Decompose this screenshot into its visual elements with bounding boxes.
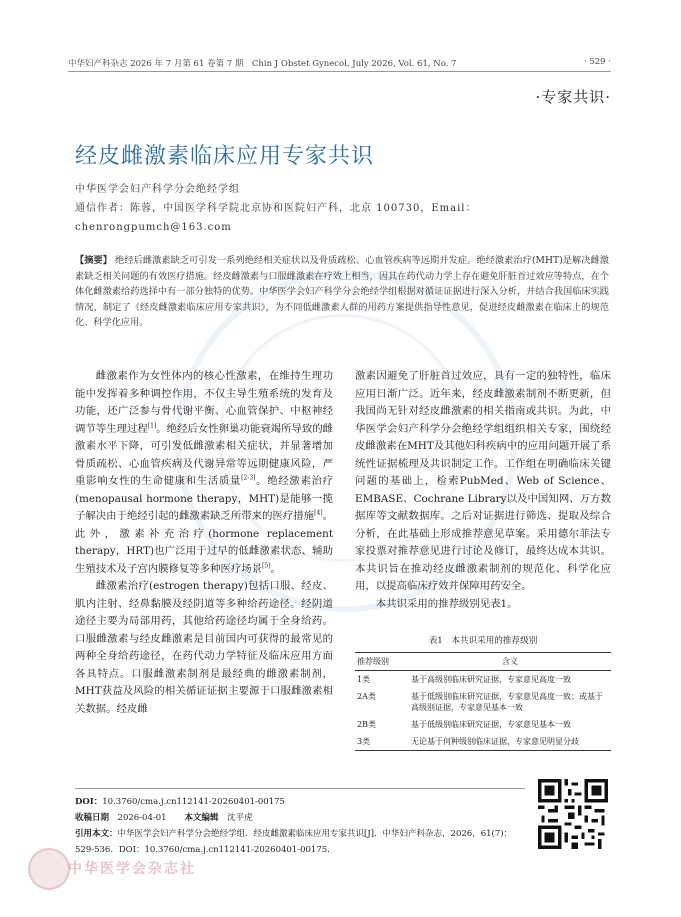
paragraph: 本共识采用的推荐级别见表1。 xyxy=(375,597,518,610)
body-column-left xyxy=(75,368,333,718)
journal-citation-line: 中华妇产科杂志 2026 年 7 月第 61 卷第 7 期 Chin J Obstet Gynecol, July 2026, Vol. 61, No. 7 xyxy=(68,59,457,69)
table-row: 1类 基于高级别临床研究证据，专家意见高度一致 xyxy=(357,675,571,684)
citation-ref: [5] xyxy=(262,562,271,570)
abstract xyxy=(75,253,609,331)
table-caption: 表1 本共识采用的推荐级别 xyxy=(428,636,538,646)
table-row: 2A类 基于低级别临床研究证据，专家意见高度一致；或基于高级别证据，专家意见基本一致 xyxy=(357,692,603,712)
table-row: 2B类 基于低级别临床研究证据，专家意见基本一致 xyxy=(357,720,571,729)
abstract-label: 【摘要】 xyxy=(75,255,113,266)
table xyxy=(355,652,611,751)
publisher-logo: 中华医学会杂志社 xyxy=(68,861,196,877)
received-line: 收稿日期 2026-04-01 本文编辑 沈平虎 xyxy=(75,813,253,823)
doi-line: DOI：10.3760/cma.j.cn112141-20260401-00175 xyxy=(75,797,285,807)
author-email: chenrongpumch@163.com xyxy=(75,222,232,233)
citation-ref: [2-3] xyxy=(241,474,256,482)
recommendation-table xyxy=(355,634,611,751)
paragraph: 激素因避免了肝脏首过效应，具有一定的独特性，临床应用日渐广泛。近年来，经皮雌激素制剂不断更新，但我国尚无针对经皮雌激素的相关指南或共识。为此，中华医学会妇产科学分会绝经学组组织相关专家，围绕经皮雌激素在MHT及其他妇科疾病中的应用问题开展了系统性证据梳理及共识制定工作。工作组在明确临床关键问题的基础上，检索PubMed、Web of Science、EMBASE、Cochrane Library以及中国知网、万方数据库等文献数据库。之后对证据进行筛选、提取及综合分析，在此基础上形成推荐意见草案。采用德尔菲法专家投票对推荐意见进行讨论及修订，最终达成本共识。本共识旨在推动经皮雌激素制剂的规范化、科学化应用，以提高临床疗效并保障用药安全。 xyxy=(355,370,611,592)
abstract-text: 绝经后雌激素缺乏可引发一系列绝经相关症状以及骨质疏松、心血管疾病等远期并发症。绝经激素治疗(MHT)是解决雌激素缺乏相关问题的有效医疗措施。经皮雌激素与口服雌激素在疗效上相当，因其在药代动力学上存在避免肝脏首过效应等特点，在个体化雌激素给药选择中有一部分独特的优势。中华医学会妇产科学分会绝经学组根据对循证证据进行深入分析，并结合我国临床实践情况，制定了《经皮雌激素临床应用专家共识》，为不同低雌激素人群的用药方案提供指导性意见，促进经皮雌激素在临床上的规范化、科学化应用。 xyxy=(75,255,609,329)
table-row: 3类 无论基于何种级别临床证据，专家意见明显分歧 xyxy=(355,733,611,751)
paragraph: 雌激素作为女性体内的核心性激素，在维持生理功能中发挥着多种调控作用，不仅主导生殖系统的发育及功能，还广泛参与骨代谢平衡、心血管保护、中枢神经调节等生理过程[1]。绝经后女性卵巢功能衰竭所导致的雌激素水平下降，可引发低雌激素相关症状，并显著增加骨质疏松、心血管疾病及代谢异常等远期健康风险，严重影响女性的生命健康和生活质量[2-3]。绝经激素治疗(menopausal hormone therapy，MHT)是能够一揽子解决由于绝经引起的雌激素缺乏所带来的医疗措施[4]。此外，激素补充治疗(hormone replacement therapy，HRT)也广泛用于过早的低雌激素状态、辅助生殖技术及子宫内膜修复等多种医疗场景[5]。 xyxy=(75,370,334,575)
author-org: 中华医学会妇产科学分会绝经学组 xyxy=(75,184,240,195)
article-footer xyxy=(75,794,525,858)
header-rule xyxy=(68,71,611,72)
citation-ref: [4] xyxy=(314,509,323,517)
page-number: · 529 · xyxy=(583,57,611,67)
citation-ref: [1] xyxy=(147,422,157,430)
correspondence-line: 通信作者：陈蓉，中国医学科学院北京协和医院妇产科，北京 100730，Email： xyxy=(75,203,477,214)
footer-rule xyxy=(75,788,525,789)
seal-icon xyxy=(28,848,70,890)
table-header-meaning: 含义 xyxy=(409,653,611,671)
author-block xyxy=(75,180,605,237)
article-title: 经皮雌激素临床应用专家共识 xyxy=(75,143,375,169)
body-column-right xyxy=(355,368,611,613)
section-tag: ·专家共识· xyxy=(535,88,611,106)
doi-link[interactable]: 10.3760/cma.j.cn112141-20260401-00175 xyxy=(102,797,285,807)
qr-code-icon[interactable] xyxy=(538,779,608,849)
table-header-level: 推荐级别 xyxy=(355,653,409,671)
cite-line: 引用本文：中华医学会妇产科学分会绝经学组．经皮雌激素临床应用专家共识[J]．中华妇产科杂志，2026，61(7)：529-536．DOI：10.3760/cma.j.cn112141-20260401-00175． xyxy=(75,829,513,855)
paragraph: 雌激素治疗(estrogen therapy)包括口服、经皮、肌内注射、经鼻黏膜及经阴道等多种给药途径。经阴道途径主要为局部用药，其他给药途径均属于全身给药。口服雌激素与经皮雌激素是目前国内可获得的最常见的两种全身给药途径，在药代动力学特征及临床应用方面各具特点。口服雌激素制剂是最经典的雌激素制剂，MHT获益及风险的相关循证证据主要源于口服雌激素相关数据。经皮雌 xyxy=(75,580,333,715)
